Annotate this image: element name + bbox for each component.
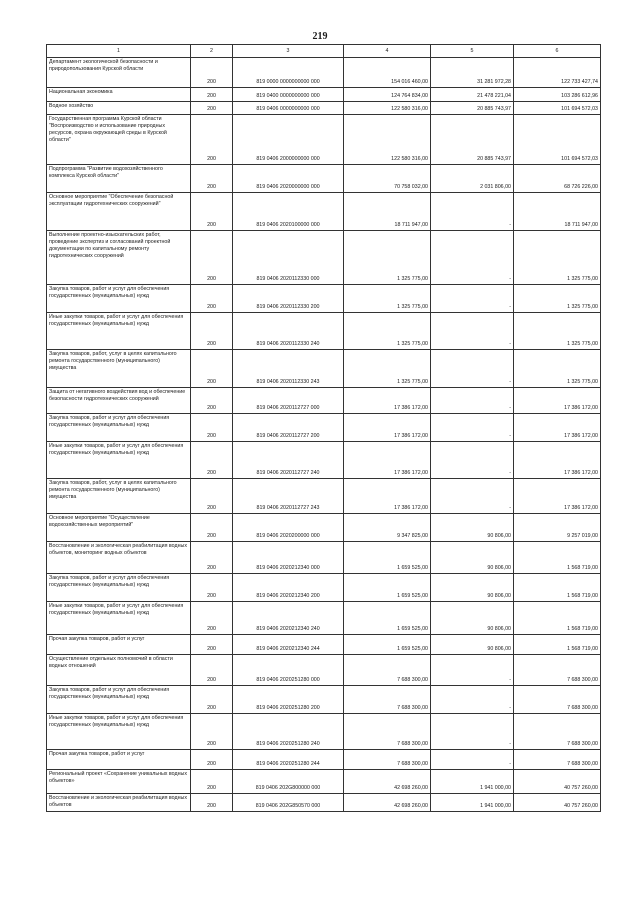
row-name-cell: Защита от негативного воздействия вод и обеспечение безопасности гидротехнических сооружений (47, 388, 191, 414)
table-row (47, 285, 601, 313)
row-name-cell: Департамент экологической безопасности и природопользования Курской области (47, 58, 191, 88)
table-row (47, 479, 601, 514)
row-value4-cell: 154 016 460,00 (344, 58, 431, 88)
row-name-cell: Закупка товаров, работ, услуг в целях капитального ремонта государственного (муниципального) имущества (47, 479, 191, 514)
row-value6-cell: 7 688 300,00 (514, 750, 601, 770)
row-code-cell: 819 0406 202G800000 000 (233, 770, 344, 794)
row-code-cell: 819 0406 0000000000 000 (233, 102, 344, 115)
header-cell: 2 (191, 45, 233, 58)
table-row (47, 58, 601, 88)
row-value5-cell: 20 885 743,97 (431, 115, 514, 165)
row-name-cell: Закупка товаров, работ и услуг для обеспечения государственных (муниципальных) нужд (47, 574, 191, 602)
row-code-cell: 819 0406 2020112727 200 (233, 414, 344, 442)
row-value6-cell: 17 386 172,00 (514, 414, 601, 442)
row-value5-cell: 90 806,00 (431, 602, 514, 635)
row-name-cell: Государственная программа Курской области "Воспроизводство и использование природных ресурсов, охрана окружающей среды в Курской области" (47, 115, 191, 165)
row-value6-cell: 1 325 775,00 (514, 350, 601, 388)
row-value5-cell: 31 281 972,28 (431, 58, 514, 88)
row-col2-cell: 200 (191, 574, 233, 602)
table-row (47, 542, 601, 574)
row-value4-cell: 7 688 300,00 (344, 655, 431, 686)
row-name-cell: Основное мероприятие "Обеспечение безопасной эксплуатации гидротехнических сооружений" (47, 193, 191, 231)
row-value6-cell: 1 325 775,00 (514, 313, 601, 350)
header-cell: 4 (344, 45, 431, 58)
table-row (47, 313, 601, 350)
row-value4-cell: 122 580 316,00 (344, 115, 431, 165)
row-name-cell: Основное мероприятие "Осуществление водохозяйственных мероприятий" (47, 514, 191, 542)
row-value5-cell: - (431, 193, 514, 231)
row-col2-cell: 200 (191, 115, 233, 165)
row-value5-cell: - (431, 750, 514, 770)
header-cell: 3 (233, 45, 344, 58)
row-value6-cell: 101 694 572,03 (514, 102, 601, 115)
row-name-cell: Восстановление и экологическая реабилитация водных объектов (47, 794, 191, 812)
row-value4-cell: 17 386 172,00 (344, 414, 431, 442)
row-code-cell: 819 0406 202G850570 000 (233, 794, 344, 812)
row-value4-cell: 70 758 032,00 (344, 165, 431, 193)
row-value5-cell: 90 806,00 (431, 574, 514, 602)
row-value4-cell: 7 688 300,00 (344, 686, 431, 714)
row-col2-cell: 200 (191, 750, 233, 770)
row-code-cell: 819 0400 0000000000 000 (233, 88, 344, 102)
row-col2-cell: 200 (191, 231, 233, 285)
row-value6-cell: 7 688 300,00 (514, 714, 601, 750)
table-row (47, 574, 601, 602)
row-code-cell: 819 0406 2020112727 243 (233, 479, 344, 514)
row-col2-cell: 200 (191, 88, 233, 102)
row-code-cell: 819 0406 2020251280 244 (233, 750, 344, 770)
row-name-cell: Прочая закупка товаров, работ и услуг (47, 635, 191, 655)
row-col2-cell: 200 (191, 285, 233, 313)
table-row (47, 388, 601, 414)
row-code-cell: 819 0406 2020112727 240 (233, 442, 344, 479)
row-value4-cell: 9 347 825,00 (344, 514, 431, 542)
table-row (47, 115, 601, 165)
table-row (47, 414, 601, 442)
row-value6-cell: 122 733 427,74 (514, 58, 601, 88)
row-value6-cell: 9 257 019,00 (514, 514, 601, 542)
row-value5-cell: - (431, 285, 514, 313)
table-row (47, 655, 601, 686)
row-col2-cell: 200 (191, 350, 233, 388)
row-col2-cell: 200 (191, 770, 233, 794)
table-row (47, 770, 601, 794)
row-name-cell: Закупка товаров, работ и услуг для обеспечения государственных (муниципальных) нужд (47, 285, 191, 313)
row-code-cell: 819 0406 2020212340 240 (233, 602, 344, 635)
row-value6-cell: 1 325 775,00 (514, 231, 601, 285)
row-code-cell: 819 0406 2020251280 200 (233, 686, 344, 714)
row-value4-cell: 1 659 525,00 (344, 602, 431, 635)
row-name-cell: Подпрограмма "Развитие водохозяйственного комплекса Курской области" (47, 165, 191, 193)
table-row (47, 686, 601, 714)
row-value6-cell: 40 757 260,00 (514, 794, 601, 812)
row-value5-cell: 90 806,00 (431, 635, 514, 655)
row-value4-cell: 1 325 775,00 (344, 313, 431, 350)
row-value4-cell: 1 659 525,00 (344, 574, 431, 602)
row-value4-cell: 18 711 947,00 (344, 193, 431, 231)
row-col2-cell: 200 (191, 102, 233, 115)
table-row (47, 88, 601, 102)
row-col2-cell: 200 (191, 193, 233, 231)
row-value4-cell: 17 386 172,00 (344, 388, 431, 414)
row-value5-cell: - (431, 479, 514, 514)
row-name-cell: Закупка товаров, работ и услуг для обеспечения государственных (муниципальных) нужд (47, 686, 191, 714)
table-row (47, 165, 601, 193)
row-col2-cell: 200 (191, 602, 233, 635)
row-col2-cell: 200 (191, 388, 233, 414)
row-value5-cell: - (431, 655, 514, 686)
row-name-cell: Выполнение проектно-изыскательских работ, проведение экспертиз и согласований проектной документации по капитальному ремонту гидротехнических сооружений (47, 231, 191, 285)
row-col2-cell: 200 (191, 714, 233, 750)
table-row (47, 193, 601, 231)
row-col2-cell: 200 (191, 58, 233, 88)
row-code-cell: 819 0406 2020251280 240 (233, 714, 344, 750)
row-value5-cell: - (431, 350, 514, 388)
row-value6-cell: 103 286 612,96 (514, 88, 601, 102)
row-value4-cell: 7 688 300,00 (344, 750, 431, 770)
row-name-cell: Восстановление и экологическая реабилитация водных объектов, мониторинг водных объектов (47, 542, 191, 574)
row-value5-cell: 90 806,00 (431, 542, 514, 574)
table-row (47, 794, 601, 812)
row-col2-cell: 200 (191, 514, 233, 542)
row-code-cell: 819 0406 2000000000 000 (233, 115, 344, 165)
row-value6-cell: 17 386 172,00 (514, 388, 601, 414)
row-code-cell: 819 0406 2020112330 000 (233, 231, 344, 285)
row-value5-cell: 90 806,00 (431, 514, 514, 542)
row-name-cell: Национальная экономика (47, 88, 191, 102)
table-row (47, 714, 601, 750)
row-code-cell: 819 0406 2020251280 000 (233, 655, 344, 686)
row-name-cell: Иные закупки товаров, работ и услуг для обеспечения государственных (муниципальных) нужд (47, 442, 191, 479)
row-name-cell: Иные закупки товаров, работ и услуг для обеспечения государственных (муниципальных) нужд (47, 602, 191, 635)
row-value4-cell: 42 698 260,00 (344, 770, 431, 794)
row-value6-cell: 68 726 226,00 (514, 165, 601, 193)
row-col2-cell: 200 (191, 635, 233, 655)
row-value4-cell: 1 325 775,00 (344, 285, 431, 313)
row-code-cell: 819 0406 2020112330 240 (233, 313, 344, 350)
row-code-cell: 819 0406 2020112330 243 (233, 350, 344, 388)
row-value5-cell: 1 941 000,00 (431, 794, 514, 812)
row-name-cell: Водное хозяйство (47, 102, 191, 115)
table-row (47, 635, 601, 655)
budget-table (46, 44, 601, 812)
row-value6-cell: 7 688 300,00 (514, 686, 601, 714)
row-value5-cell: 2 031 806,00 (431, 165, 514, 193)
table-row (47, 602, 601, 635)
row-code-cell: 819 0000 0000000000 000 (233, 58, 344, 88)
table-row (47, 231, 601, 285)
row-value5-cell: - (431, 414, 514, 442)
row-value5-cell: - (431, 686, 514, 714)
row-code-cell: 819 0406 2020200000 000 (233, 514, 344, 542)
row-value5-cell: - (431, 313, 514, 350)
row-value5-cell: 21 478 221,04 (431, 88, 514, 102)
row-code-cell: 819 0406 2020000000 000 (233, 165, 344, 193)
header-cell: 1 (47, 45, 191, 58)
row-value5-cell: - (431, 388, 514, 414)
row-name-cell: Региональный проект «Сохранение уникальных водных объектов» (47, 770, 191, 794)
table-row (47, 750, 601, 770)
row-value6-cell: 101 694 572,03 (514, 115, 601, 165)
row-name-cell: Осуществление отдельных полномочий в области водных отношений (47, 655, 191, 686)
row-name-cell: Иные закупки товаров, работ и услуг для обеспечения государственных (муниципальных) нужд (47, 714, 191, 750)
row-value5-cell: - (431, 231, 514, 285)
table-row (47, 442, 601, 479)
row-value5-cell: 20 885 743,97 (431, 102, 514, 115)
row-value6-cell: 1 325 775,00 (514, 285, 601, 313)
row-col2-cell: 200 (191, 165, 233, 193)
row-code-cell: 819 0406 2020212340 000 (233, 542, 344, 574)
row-value6-cell: 1 568 719,00 (514, 574, 601, 602)
row-value4-cell: 124 764 834,00 (344, 88, 431, 102)
row-value4-cell: 122 580 316,00 (344, 102, 431, 115)
row-value6-cell: 40 757 260,00 (514, 770, 601, 794)
row-value4-cell: 42 698 260,00 (344, 794, 431, 812)
row-value4-cell: 17 386 172,00 (344, 479, 431, 514)
row-col2-cell: 200 (191, 414, 233, 442)
row-value4-cell: 1 325 775,00 (344, 350, 431, 388)
row-value4-cell: 7 688 300,00 (344, 714, 431, 750)
row-value5-cell: - (431, 442, 514, 479)
row-value5-cell: 1 941 000,00 (431, 770, 514, 794)
header-row (47, 45, 601, 58)
row-name-cell: Закупка товаров, работ и услуг для обеспечения государственных (муниципальных) нужд (47, 414, 191, 442)
row-value4-cell: 1 659 525,00 (344, 635, 431, 655)
row-col2-cell: 200 (191, 442, 233, 479)
row-value6-cell: 18 711 947,00 (514, 193, 601, 231)
row-code-cell: 819 0406 2020212340 200 (233, 574, 344, 602)
row-value6-cell: 17 386 172,00 (514, 442, 601, 479)
table-row (47, 514, 601, 542)
row-value4-cell: 1 325 775,00 (344, 231, 431, 285)
row-name-cell: Закупка товаров, работ, услуг в целях капитального ремонта государственного (муниципального) имущества (47, 350, 191, 388)
row-col2-cell: 200 (191, 313, 233, 350)
row-col2-cell: 200 (191, 794, 233, 812)
row-value4-cell: 1 659 525,00 (344, 542, 431, 574)
header-cell: 6 (514, 45, 601, 58)
row-code-cell: 819 0406 2020100000 000 (233, 193, 344, 231)
row-value4-cell: 17 386 172,00 (344, 442, 431, 479)
row-value5-cell: - (431, 714, 514, 750)
row-value6-cell: 1 568 719,00 (514, 602, 601, 635)
table-row (47, 102, 601, 115)
table-row (47, 350, 601, 388)
row-value6-cell: 1 568 719,00 (514, 542, 601, 574)
row-value6-cell: 7 688 300,00 (514, 655, 601, 686)
header-cell: 5 (431, 45, 514, 58)
row-code-cell: 819 0406 2020112330 200 (233, 285, 344, 313)
row-code-cell: 819 0406 2020212340 244 (233, 635, 344, 655)
row-col2-cell: 200 (191, 655, 233, 686)
row-code-cell: 819 0406 2020112727 000 (233, 388, 344, 414)
page-number: 219 (312, 31, 328, 42)
row-value6-cell: 1 568 719,00 (514, 635, 601, 655)
row-col2-cell: 200 (191, 479, 233, 514)
row-col2-cell: 200 (191, 686, 233, 714)
row-name-cell: Иные закупки товаров, работ и услуг для обеспечения государственных (муниципальных) нужд (47, 313, 191, 350)
row-name-cell: Прочая закупка товаров, работ и услуг (47, 750, 191, 770)
row-value6-cell: 17 386 172,00 (514, 479, 601, 514)
row-col2-cell: 200 (191, 542, 233, 574)
